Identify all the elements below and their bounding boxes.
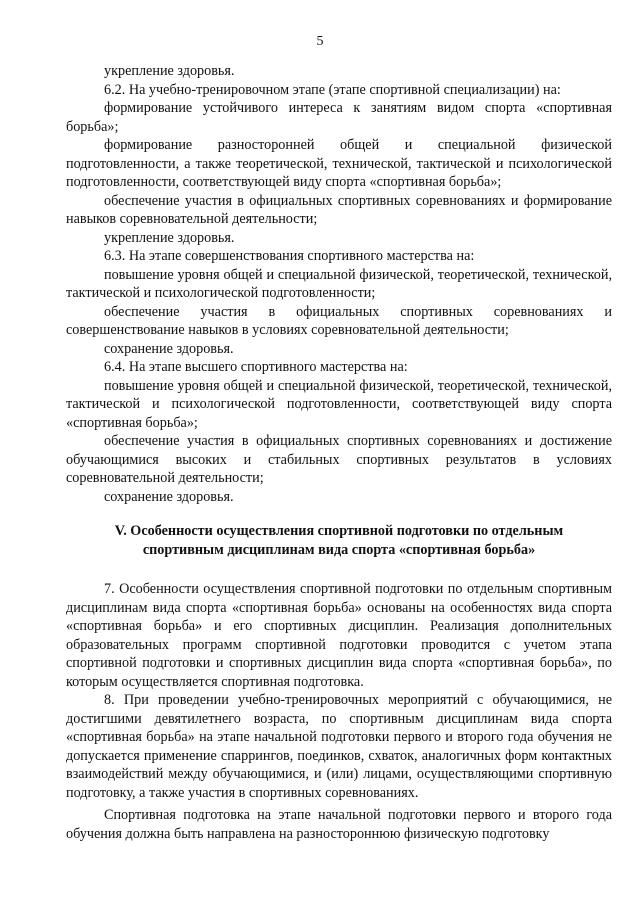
paragraph: обеспечение участия в официальных спортивных соревнованиях и достижение обучающимися высоких и стабильных спортивных результатов в условиях соревновательной деятельности;: [66, 433, 612, 486]
page-number: 5: [316, 34, 324, 49]
paragraph: 6.4. На этапе высшего спортивного мастерства на:: [104, 359, 408, 375]
paragraph: сохранение здоровья.: [104, 488, 234, 505]
paragraph: формирование разносторонней общей и специальной физической подготовленности, а также теоретической, технической, тактической и психологической подготовленности, соответствующей виду спорта «спортивная борьба»;: [66, 137, 612, 190]
section-heading-line-2: спортивным дисциплинам вида спорта «спортивная борьба»: [142, 542, 536, 558]
paragraph: обеспечение участия в официальных спортивных соревнованиях и совершенствование навыков в условиях соревновательной деятельности;: [66, 303, 612, 338]
paragraph: 8. При проведении учебно-тренировочных мероприятий с обучающимися, не достигшими девятилетнего возраста, по спортивным дисциплинам вида спорта «спортивная борьба» на этапе начальной подготовки первого и второго года обучения не допускается применение спаррингов, поединков, схваток, аналогичных форм контактных взаимодействий между обучающимися, и (или) лицами, осуществляющими спортивную подготовку, а также участия в спортивных соревнованиях.: [66, 692, 612, 801]
paragraph: 6.3. На этапе совершенствования спортивного мастерства на:: [104, 248, 475, 264]
section-heading: [66, 522, 612, 560]
paragraph: формирование устойчивого интереса к занятиям видом спорта «спортивная борьба»;: [66, 100, 612, 135]
paragraph: повышение уровня общей и специальной физической, теоретической, технической, тактической и психологической подготовленности, соответствующей виду спорта «спортивная борьба»;: [66, 377, 612, 431]
paragraph: укрепление здоровья.: [104, 229, 235, 246]
paragraph: укрепление здоровья.: [104, 63, 235, 79]
paragraph: Спортивная подготовка на этапе начальной подготовки первого и второго года обучения должна быть направлена на разностороннюю физическую подготовку: [66, 807, 612, 842]
paragraph: 6.2. На учебно-тренировочном этапе (этапе спортивной специализации) на:: [104, 81, 561, 98]
document-body: [66, 62, 612, 843]
paragraph: повышение уровня общей и специальной физической, теоретической, технической, тактической и психологической подготовленности;: [66, 266, 612, 301]
paragraph: обеспечение участия в официальных спортивных соревнованиях и формирование навыков соревновательной деятельности;: [66, 192, 612, 227]
section-heading-line-1: V. Особенности осуществления спортивной подготовки по отдельным: [114, 523, 564, 539]
paragraph: сохранение здоровья.: [104, 340, 234, 357]
paragraph: 7. Особенности осуществления спортивной подготовки по отдельным спортивным дисциплинам вида спорта «спортивная борьба» основаны на особенностях вида спорта «спортивная борьба» и его спортивных дисциплин. Реализация дополнительных образовательных программ спортивной подготовки проводится с учетом этапа спортивной подготовки и спортивных дисциплин вида спорта «спортивная борьба», по которым осуществляется спортивная подготовка.: [66, 581, 612, 690]
